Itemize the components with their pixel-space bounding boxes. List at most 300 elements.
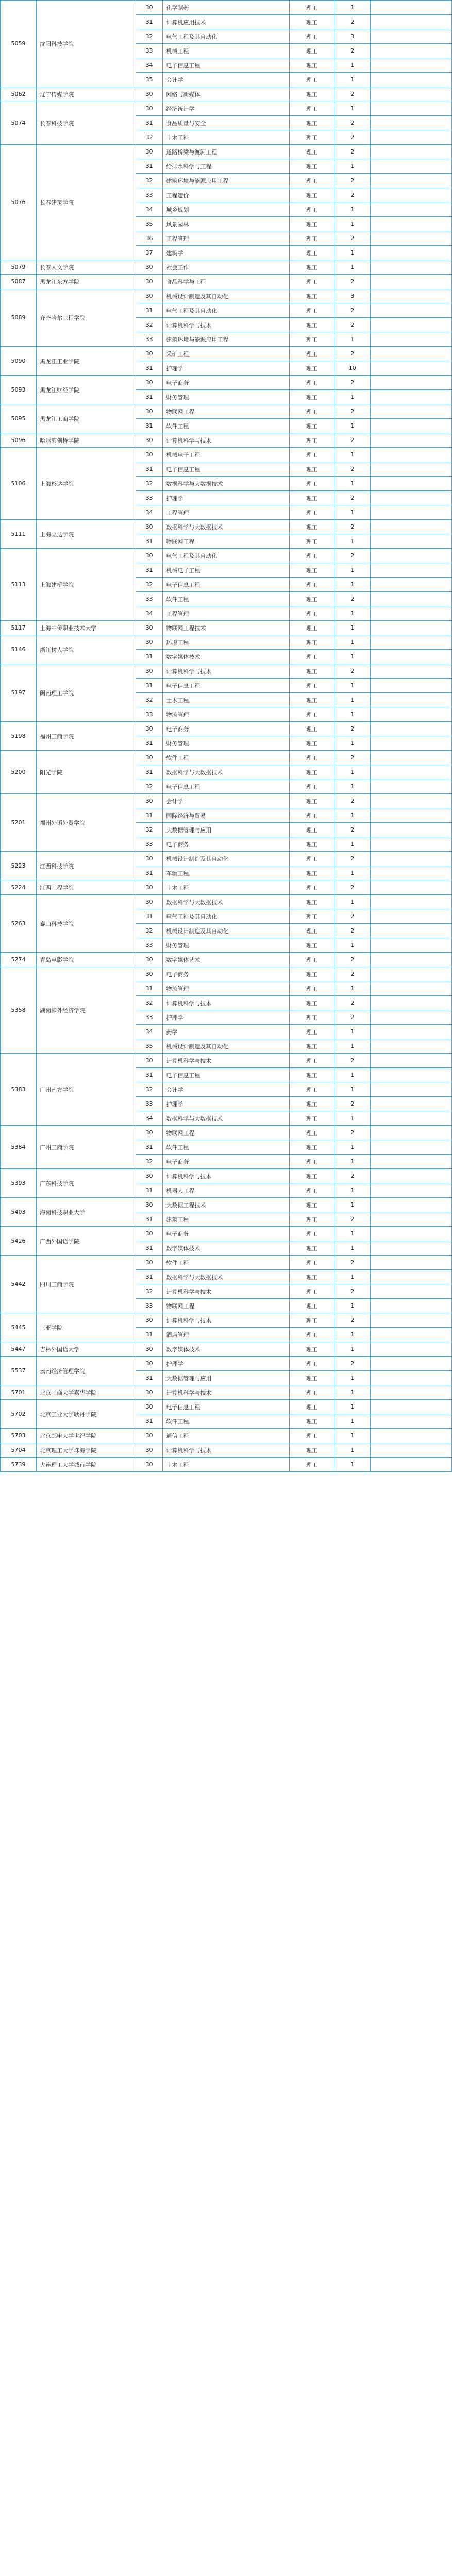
major-group-cell: 31 <box>136 116 163 130</box>
subject-cell: 理工 <box>289 606 334 621</box>
plan-count-cell: 2 <box>334 852 371 866</box>
remark-cell <box>371 1443 452 1458</box>
plan-count-cell: 1 <box>334 866 371 880</box>
plan-count-cell: 1 <box>334 1068 371 1082</box>
plan-count-cell: 2 <box>334 347 371 361</box>
plan-count-cell: 2 <box>334 44 371 58</box>
school-code-cell: 5076 <box>1 145 37 260</box>
school-code-cell: 5093 <box>1 376 37 404</box>
plan-count-cell: 2 <box>334 1097 371 1111</box>
plan-count-cell: 1 <box>334 736 371 751</box>
school-code-cell: 5089 <box>1 289 37 347</box>
major-name-cell: 财务管理 <box>163 736 289 751</box>
major-group-cell: 31 <box>136 1328 163 1342</box>
plan-count-cell: 1 <box>334 1328 371 1342</box>
table-row <box>1 751 452 765</box>
subject-cell: 理工 <box>289 866 334 880</box>
plan-count-cell: 2 <box>334 116 371 130</box>
remark-cell <box>371 1183 452 1198</box>
school-name-cell: 广西外国语学院 <box>37 1227 136 1256</box>
major-name-cell: 计算机科学与技术 <box>163 1054 289 1068</box>
subject-cell: 理工 <box>289 217 334 231</box>
major-group-cell: 32 <box>136 1082 163 1097</box>
major-name-cell: 机械设计制造及其自动化 <box>163 852 289 866</box>
subject-cell: 理工 <box>289 44 334 58</box>
school-code-cell: 5537 <box>1 1357 37 1385</box>
remark-cell <box>371 520 452 534</box>
major-group-cell: 30 <box>136 722 163 736</box>
remark-cell <box>371 1126 452 1140</box>
remark-cell <box>371 1198 452 1212</box>
plan-count-cell: 1 <box>334 837 371 852</box>
major-group-cell: 30 <box>136 895 163 909</box>
remark-cell <box>371 1400 452 1414</box>
table-row <box>1 1313 452 1328</box>
subject-cell: 理工 <box>289 1140 334 1155</box>
major-name-cell: 通信工程 <box>163 1429 289 1443</box>
major-group-cell: 30 <box>136 549 163 563</box>
major-group-cell: 34 <box>136 505 163 520</box>
school-code-cell: 5087 <box>1 275 37 289</box>
remark-cell <box>371 73 452 87</box>
plan-count-cell: 2 <box>334 924 371 938</box>
table-row <box>1 880 452 895</box>
school-code-cell: 5426 <box>1 1227 37 1256</box>
plan-count-cell: 2 <box>334 404 371 419</box>
table-row <box>1 852 452 866</box>
plan-count-cell: 2 <box>334 433 371 448</box>
major-name-cell: 电子信息工程 <box>163 462 289 477</box>
school-name-cell: 上海建桥学院 <box>37 549 136 621</box>
school-code-cell: 5059 <box>1 1 37 87</box>
major-name-cell: 数据科学与大数据技术 <box>163 477 289 491</box>
major-group-cell: 30 <box>136 347 163 361</box>
plan-count-cell: 1 <box>334 1183 371 1198</box>
subject-cell: 理工 <box>289 981 334 996</box>
major-name-cell: 网络与新媒体 <box>163 87 289 101</box>
remark-cell <box>371 1010 452 1025</box>
plan-count-cell: 1 <box>334 1140 371 1155</box>
plan-count-cell: 1 <box>334 217 371 231</box>
remark-cell <box>371 1 452 15</box>
major-group-cell: 32 <box>136 130 163 145</box>
subject-cell: 理工 <box>289 621 334 635</box>
remark-cell <box>371 1039 452 1054</box>
plan-count-cell: 10 <box>334 361 371 376</box>
major-name-cell: 软件工程 <box>163 419 289 433</box>
subject-cell: 理工 <box>289 549 334 563</box>
major-name-cell: 土木工程 <box>163 693 289 707</box>
plan-count-cell: 2 <box>334 275 371 289</box>
subject-cell: 理工 <box>289 938 334 953</box>
major-group-cell: 33 <box>136 592 163 606</box>
major-name-cell: 机器人工程 <box>163 1183 289 1198</box>
subject-cell: 理工 <box>289 116 334 130</box>
subject-cell: 理工 <box>289 751 334 765</box>
major-group-cell: 31 <box>136 563 163 578</box>
subject-cell: 理工 <box>289 635 334 650</box>
plan-count-cell: 2 <box>334 87 371 101</box>
school-code-cell: 5442 <box>1 1256 37 1313</box>
major-group-cell: 31 <box>136 1068 163 1082</box>
table-row <box>1 635 452 650</box>
plan-count-cell: 1 <box>334 808 371 823</box>
major-name-cell: 数据科学与大数据技术 <box>163 1270 289 1284</box>
major-group-cell: 32 <box>136 174 163 188</box>
major-group-cell: 30 <box>136 1400 163 1414</box>
school-code-cell: 5146 <box>1 635 37 664</box>
subject-cell: 理工 <box>289 1025 334 1039</box>
major-group-cell: 33 <box>136 44 163 58</box>
remark-cell <box>371 549 452 563</box>
major-name-cell: 环境工程 <box>163 635 289 650</box>
school-name-cell: 四川工商学院 <box>37 1256 136 1313</box>
remark-cell <box>371 736 452 751</box>
major-name-cell: 计算机科学与技术 <box>163 1169 289 1183</box>
plan-count-cell: 2 <box>334 303 371 318</box>
subject-cell: 理工 <box>289 1443 334 1458</box>
major-group-cell: 31 <box>136 159 163 174</box>
major-name-cell: 土木工程 <box>163 130 289 145</box>
remark-cell <box>371 578 452 592</box>
major-name-cell: 电子商务 <box>163 837 289 852</box>
subject-cell: 理工 <box>289 1299 334 1313</box>
major-group-cell: 31 <box>136 419 163 433</box>
table-row <box>1 664 452 679</box>
major-name-cell: 护理学 <box>163 1357 289 1371</box>
major-name-cell: 计算机科学与技术 <box>163 1313 289 1328</box>
subject-cell: 理工 <box>289 231 334 246</box>
major-group-cell: 30 <box>136 275 163 289</box>
major-group-cell: 30 <box>136 1357 163 1371</box>
major-name-cell: 电子商务 <box>163 722 289 736</box>
subject-cell: 理工 <box>289 303 334 318</box>
school-name-cell: 青岛电影学院 <box>37 953 136 967</box>
major-group-cell: 33 <box>136 188 163 202</box>
table-row <box>1 376 452 390</box>
plan-count-cell: 2 <box>334 880 371 895</box>
major-name-cell: 物联网工程 <box>163 1126 289 1140</box>
major-group-cell: 30 <box>136 145 163 159</box>
major-group-cell: 34 <box>136 202 163 217</box>
major-name-cell: 经济统计学 <box>163 101 289 116</box>
school-name-cell: 上海中侨职业技术大学 <box>37 621 136 635</box>
subject-cell: 理工 <box>289 1155 334 1169</box>
major-group-cell: 31 <box>136 981 163 996</box>
subject-cell: 理工 <box>289 1010 334 1025</box>
subject-cell: 理工 <box>289 1385 334 1400</box>
major-group-cell: 31 <box>136 1241 163 1256</box>
major-name-cell: 护理学 <box>163 1097 289 1111</box>
plan-count-cell: 1 <box>334 1342 371 1357</box>
remark-cell <box>371 592 452 606</box>
plan-count-cell: 2 <box>334 1054 371 1068</box>
plan-count-cell: 2 <box>334 1313 371 1328</box>
major-group-cell: 30 <box>136 1313 163 1328</box>
major-group-cell: 31 <box>136 736 163 751</box>
table-row <box>1 1198 452 1212</box>
subject-cell: 理工 <box>289 664 334 679</box>
major-name-cell: 城乡规划 <box>163 202 289 217</box>
major-group-cell: 31 <box>136 765 163 779</box>
plan-count-cell: 1 <box>334 1400 371 1414</box>
subject-cell: 理工 <box>289 895 334 909</box>
remark-cell <box>371 967 452 981</box>
remark-cell <box>371 1054 452 1068</box>
major-name-cell: 数字媒体技术 <box>163 1342 289 1357</box>
school-name-cell: 齐齐哈尔工程学院 <box>37 289 136 347</box>
major-name-cell: 软件工程 <box>163 1256 289 1270</box>
subject-cell: 理工 <box>289 1313 334 1328</box>
subject-cell: 理工 <box>289 145 334 159</box>
major-name-cell: 给排水科学与工程 <box>163 159 289 174</box>
subject-cell: 理工 <box>289 880 334 895</box>
remark-cell <box>371 231 452 246</box>
school-name-cell: 长春建筑学院 <box>37 145 136 260</box>
major-name-cell: 会计学 <box>163 1082 289 1097</box>
major-group-cell: 33 <box>136 837 163 852</box>
plan-count-cell: 1 <box>334 101 371 116</box>
major-group-cell: 30 <box>136 1256 163 1270</box>
major-group-cell: 30 <box>136 448 163 462</box>
school-code-cell: 5197 <box>1 664 37 722</box>
subject-cell: 理工 <box>289 1082 334 1097</box>
remark-cell <box>371 275 452 289</box>
major-name-cell: 建筑工程 <box>163 1212 289 1227</box>
major-group-cell: 32 <box>136 779 163 794</box>
plan-count-cell: 1 <box>334 1443 371 1458</box>
remark-cell <box>371 563 452 578</box>
subject-cell: 理工 <box>289 202 334 217</box>
subject-cell: 理工 <box>289 289 334 303</box>
major-name-cell: 软件工程 <box>163 1414 289 1429</box>
plan-count-cell: 1 <box>334 1 371 15</box>
school-name-cell: 海南科技职业大学 <box>37 1198 136 1227</box>
plan-count-cell: 2 <box>334 1169 371 1183</box>
remark-cell <box>371 491 452 505</box>
major-group-cell: 30 <box>136 621 163 635</box>
major-group-cell: 31 <box>136 303 163 318</box>
subject-cell: 理工 <box>289 592 334 606</box>
school-code-cell: 5383 <box>1 1054 37 1126</box>
plan-count-cell: 1 <box>334 1429 371 1443</box>
remark-cell <box>371 1256 452 1270</box>
remark-cell <box>371 1212 452 1227</box>
remark-cell <box>371 1270 452 1284</box>
remark-cell <box>371 895 452 909</box>
major-group-cell: 30 <box>136 433 163 448</box>
major-name-cell: 电气工程及其自动化 <box>163 29 289 44</box>
major-name-cell: 物联网工程 <box>163 534 289 549</box>
major-group-cell: 30 <box>136 260 163 275</box>
major-group-cell: 30 <box>136 520 163 534</box>
major-group-cell: 33 <box>136 938 163 953</box>
major-name-cell: 风景园林 <box>163 217 289 231</box>
remark-cell <box>371 880 452 895</box>
school-code-cell: 5106 <box>1 448 37 520</box>
table-row <box>1 1357 452 1371</box>
major-name-cell: 工程管理 <box>163 505 289 520</box>
remark-cell <box>371 217 452 231</box>
remark-cell <box>371 1429 452 1443</box>
major-name-cell: 电子信息工程 <box>163 1068 289 1082</box>
major-group-cell: 31 <box>136 909 163 924</box>
subject-cell: 理工 <box>289 188 334 202</box>
subject-cell: 理工 <box>289 1458 334 1472</box>
major-group-cell: 30 <box>136 376 163 390</box>
major-group-cell: 32 <box>136 578 163 592</box>
subject-cell: 理工 <box>289 996 334 1010</box>
major-group-cell: 32 <box>136 693 163 707</box>
plan-count-cell: 2 <box>334 174 371 188</box>
remark-cell <box>371 101 452 116</box>
plan-count-cell: 2 <box>334 794 371 808</box>
remark-cell <box>371 722 452 736</box>
remark-cell <box>371 1025 452 1039</box>
school-code-cell: 5113 <box>1 549 37 621</box>
plan-count-cell: 1 <box>334 895 371 909</box>
major-name-cell: 会计学 <box>163 794 289 808</box>
plan-count-cell: 2 <box>334 953 371 967</box>
subject-cell: 理工 <box>289 722 334 736</box>
school-code-cell: 5224 <box>1 880 37 895</box>
subject-cell: 理工 <box>289 1241 334 1256</box>
major-group-cell: 30 <box>136 1227 163 1241</box>
remark-cell <box>371 693 452 707</box>
major-name-cell: 国际经济与贸易 <box>163 808 289 823</box>
table-row <box>1 101 452 116</box>
table-row <box>1 895 452 909</box>
remark-cell <box>371 1111 452 1126</box>
major-name-cell: 电子信息工程 <box>163 1400 289 1414</box>
major-group-cell: 33 <box>136 491 163 505</box>
school-code-cell: 5079 <box>1 260 37 275</box>
major-name-cell: 财务管理 <box>163 938 289 953</box>
subject-cell: 理工 <box>289 1328 334 1342</box>
major-group-cell: 32 <box>136 477 163 491</box>
plan-count-cell: 2 <box>334 491 371 505</box>
remark-cell <box>371 174 452 188</box>
table-row <box>1 1126 452 1140</box>
major-name-cell: 数据科学与大数据技术 <box>163 765 289 779</box>
major-group-cell: 30 <box>136 751 163 765</box>
plan-count-cell: 2 <box>334 130 371 145</box>
school-name-cell: 黑龙江东方学院 <box>37 275 136 289</box>
school-name-cell: 北京邮电大学世纪学院 <box>37 1429 136 1443</box>
school-code-cell: 5074 <box>1 101 37 145</box>
table-row <box>1 347 452 361</box>
major-name-cell: 电子商务 <box>163 1227 289 1241</box>
plan-count-cell: 1 <box>334 679 371 693</box>
remark-cell <box>371 621 452 635</box>
major-group-cell: 30 <box>136 635 163 650</box>
subject-cell: 理工 <box>289 679 334 693</box>
subject-cell: 理工 <box>289 1429 334 1443</box>
plan-count-cell: 2 <box>334 549 371 563</box>
remark-cell <box>371 606 452 621</box>
subject-cell: 理工 <box>289 1126 334 1140</box>
remark-cell <box>371 58 452 73</box>
major-name-cell: 计算机科学与技术 <box>163 1443 289 1458</box>
plan-count-cell: 1 <box>334 1025 371 1039</box>
subject-cell: 理工 <box>289 1400 334 1414</box>
remark-cell <box>371 1299 452 1313</box>
school-name-cell: 吉林外国语大学 <box>37 1342 136 1357</box>
school-name-cell: 黑龙江工商学院 <box>37 404 136 433</box>
plan-count-cell: 1 <box>334 779 371 794</box>
major-group-cell: 30 <box>136 404 163 419</box>
remark-cell <box>371 159 452 174</box>
remark-cell <box>371 938 452 953</box>
plan-count-cell: 2 <box>334 664 371 679</box>
major-group-cell: 30 <box>136 953 163 967</box>
subject-cell: 理工 <box>289 404 334 419</box>
table-row <box>1 433 452 448</box>
subject-cell: 理工 <box>289 953 334 967</box>
remark-cell <box>371 462 452 477</box>
major-name-cell: 财务管理 <box>163 390 289 404</box>
major-name-cell: 药学 <box>163 1025 289 1039</box>
subject-cell: 理工 <box>289 87 334 101</box>
plan-count-cell: 2 <box>334 188 371 202</box>
remark-cell <box>371 1097 452 1111</box>
table-row <box>1 1400 452 1414</box>
major-group-cell: 35 <box>136 1039 163 1054</box>
major-name-cell: 电气工程及其自动化 <box>163 909 289 924</box>
remark-cell <box>371 751 452 765</box>
subject-cell: 理工 <box>289 1111 334 1126</box>
major-name-cell: 物流管理 <box>163 707 289 722</box>
school-code-cell: 5117 <box>1 621 37 635</box>
major-group-cell: 30 <box>136 1169 163 1183</box>
remark-cell <box>371 1458 452 1472</box>
plan-count-cell: 1 <box>334 246 371 260</box>
major-group-cell: 37 <box>136 246 163 260</box>
major-name-cell: 食品科学与工程 <box>163 275 289 289</box>
remark-cell <box>371 332 452 347</box>
remark-cell <box>371 996 452 1010</box>
remark-cell <box>371 29 452 44</box>
major-group-cell: 30 <box>136 1198 163 1212</box>
school-name-cell: 黑龙江财经学院 <box>37 376 136 404</box>
remark-cell <box>371 650 452 664</box>
major-group-cell: 30 <box>136 1385 163 1400</box>
school-code-cell: 5703 <box>1 1429 37 1443</box>
subject-cell: 理工 <box>289 1371 334 1385</box>
major-name-cell: 计算机应用技术 <box>163 15 289 29</box>
table-row <box>1 1443 452 1458</box>
major-name-cell: 工程造价 <box>163 188 289 202</box>
remark-cell <box>371 1414 452 1429</box>
school-name-cell: 闽南理工学院 <box>37 664 136 722</box>
subject-cell: 理工 <box>289 505 334 520</box>
school-name-cell: 广州南方学院 <box>37 1054 136 1126</box>
major-group-cell: 35 <box>136 217 163 231</box>
remark-cell <box>371 664 452 679</box>
major-group-cell: 31 <box>136 534 163 549</box>
major-name-cell: 电子信息工程 <box>163 578 289 592</box>
remark-cell <box>371 318 452 332</box>
school-name-cell: 江西科技学院 <box>37 852 136 880</box>
subject-cell: 理工 <box>289 707 334 722</box>
plan-count-cell: 1 <box>334 1039 371 1054</box>
plan-count-cell: 3 <box>334 289 371 303</box>
plan-count-cell: 1 <box>334 621 371 635</box>
major-name-cell: 土木工程 <box>163 1458 289 1472</box>
major-group-cell: 33 <box>136 1299 163 1313</box>
plan-count-cell: 1 <box>334 58 371 73</box>
table-row <box>1 794 452 808</box>
